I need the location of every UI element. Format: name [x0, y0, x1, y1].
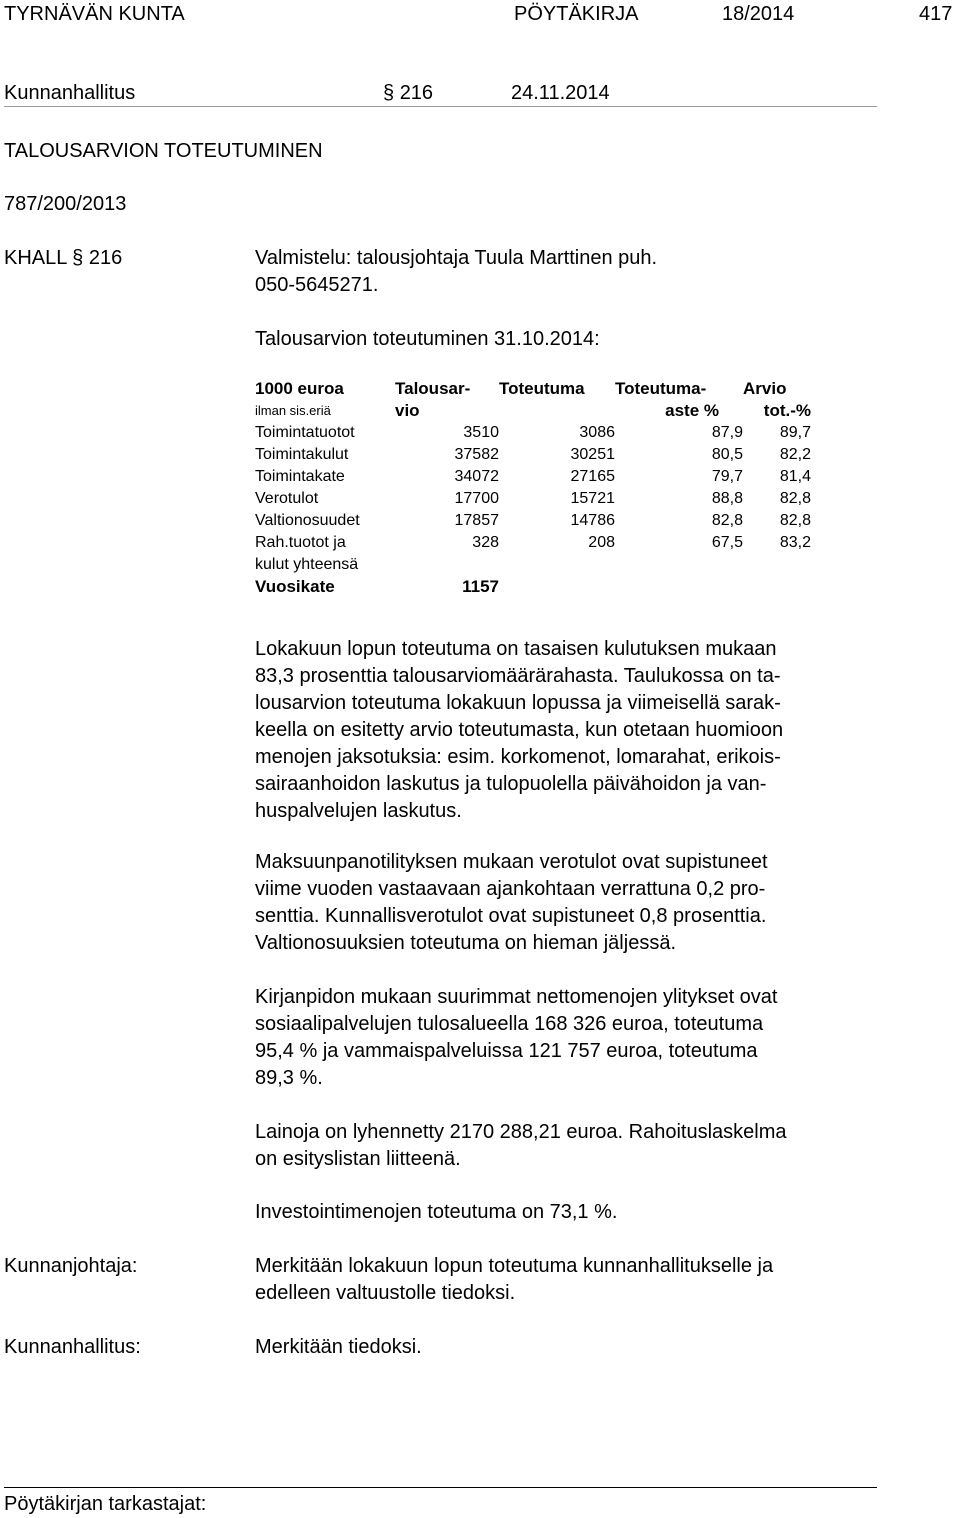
paragraph-line: Investointimenojen toteutuma on 73,1 %. — [255, 1201, 618, 1223]
row-label: kulut yhteensä — [255, 556, 359, 573]
actual-cell: 14786 — [570, 512, 615, 529]
header-cell: 1000 euroa — [255, 379, 344, 398]
rate-cell — [615, 576, 743, 598]
row-label: Toimintakulut — [255, 446, 349, 463]
document-number: 18/2014 — [722, 3, 795, 25]
page-title: TALOUSARVION TOTEUTUMINEN — [4, 140, 323, 162]
header-cell: Toteutuma- — [615, 379, 707, 398]
paragraph-line: Lainoja on lyhennetty 2170 288,21 euroa. Rahoituslaskelma — [255, 1121, 787, 1143]
meeting-date: 24.11.2014 — [511, 82, 610, 104]
budget-cell: 37582 — [454, 446, 499, 463]
table-row — [255, 488, 811, 510]
estimate-cell: 83,2 — [779, 534, 811, 551]
paragraph-line: lousarvion toteutuma lokakuun lopussa ja viimeisellä sarak- — [255, 692, 781, 714]
actual-cell: 208 — [588, 534, 615, 551]
budget-table — [255, 378, 811, 598]
table-row — [255, 510, 811, 532]
row-label: Toimintakate — [255, 468, 345, 485]
rate-cell: 88,8 — [711, 490, 743, 507]
proposal-label: Kunnanjohtaja: — [4, 1255, 138, 1277]
paragraph-investments — [255, 1199, 895, 1226]
table-row — [255, 532, 811, 554]
actual-cell: 30251 — [570, 446, 615, 463]
row-label: Valtionosuudet — [255, 512, 360, 529]
estimate-cell: 82,8 — [779, 490, 811, 507]
row-label: Vuosikate — [255, 577, 335, 596]
budget-cell: 17857 — [454, 512, 499, 529]
decision-text: Merkitään tiedoksi. — [255, 1336, 422, 1358]
table-row — [255, 554, 811, 576]
paragraph-line: senttia. Kunnallisverotulot ovat supistuneet 0,8 prosenttia. — [255, 905, 767, 927]
budget-cell: 17700 — [454, 490, 499, 507]
budget-cell: 34072 — [454, 468, 499, 485]
actual-cell: 3086 — [579, 424, 615, 441]
item-label-section: 216 — [88, 247, 123, 269]
preparation-line-1: Valmistelu: talousjohtaja Tuula Marttinen puh. — [255, 247, 658, 269]
body-name: Kunnanhallitus — [4, 82, 136, 104]
budget-cell: 328 — [472, 534, 499, 551]
document-type: PÖYTÄKIRJA — [514, 3, 639, 25]
actual-cell: 27165 — [570, 468, 615, 485]
paragraph-line: 83,3 prosenttia talousarviomäärärahasta. Taulukossa on ta- — [255, 665, 781, 687]
estimate-cell: 82,8 — [779, 512, 811, 529]
paragraph-line: Lokakuun lopun toteutuma on tasaisen kulutuksen mukaan — [255, 638, 777, 660]
section-value: 216 — [399, 82, 434, 104]
paragraph-line: on esityslistan liitteenä. — [255, 1148, 461, 1170]
table-row — [255, 466, 811, 488]
paragraph-execution — [255, 636, 895, 825]
paragraph-line: Merkitään lokakuun lopun toteutuma kunnanhallitukselle ja — [255, 1255, 774, 1277]
header-cell: Arvio — [743, 379, 787, 398]
preparation-line-2: 050-5645271. — [255, 274, 379, 296]
paragraph-loans — [255, 1119, 895, 1173]
rate-cell: 82,8 — [711, 512, 743, 529]
header-cell: tot.-% — [763, 401, 811, 420]
rate-cell — [615, 554, 743, 576]
rate-cell: 67,5 — [711, 534, 743, 551]
estimate-cell — [743, 576, 811, 598]
actual-cell — [499, 576, 615, 598]
paragraph-line: edelleen valtuustolle tiedoksi. — [255, 1282, 516, 1304]
footer-label: Pöytäkirjan tarkastajat: — [4, 1493, 207, 1515]
header-cell: ilman sis.eriä — [255, 403, 331, 418]
paragraph-line: 95,4 % ja vammaispalveluissa 121 757 euroa, toteutuma — [255, 1040, 758, 1062]
estimate-cell: 89,7 — [779, 424, 811, 441]
budget-cell — [395, 554, 499, 576]
reference-number: 787/200/2013 — [4, 193, 127, 215]
actual-cell: 15721 — [570, 490, 615, 507]
paragraph-tax-revenue — [255, 849, 895, 957]
header-cell — [499, 400, 615, 422]
rate-cell: 87,9 — [711, 424, 743, 441]
table-row — [255, 422, 811, 444]
item-label — [4, 245, 122, 272]
page-number: 417 — [919, 3, 953, 25]
header-cell: vio — [395, 401, 420, 420]
paragraph-line: huspalvelujen laskutus. — [255, 800, 462, 822]
estimate-cell — [743, 554, 811, 576]
paragraph-line: Valtionosuuksien toteutuma on hieman jäljessä. — [255, 932, 676, 954]
paragraph-line: menojen jaksotuksia: esim. korkomenot, lomarahat, erikois- — [255, 746, 781, 768]
table-header-row — [255, 378, 811, 400]
paragraph-line: sosiaalipalvelujen tulosalueella 168 326 euroa, toteutuma — [255, 1013, 764, 1035]
header-cell: Toteutuma — [499, 379, 585, 398]
proposal-text — [255, 1253, 895, 1307]
paragraph-line: Maksuunpanotilityksen mukaan verotulot ovat supistuneet — [255, 851, 768, 873]
header-cell: aste % — [665, 401, 719, 420]
estimate-cell: 82,2 — [779, 446, 811, 463]
item-label-body: KHALL § — [4, 247, 89, 269]
paragraph-line: sairaanhoidon laskutus ja tulopuolella päivähoidon ja van- — [255, 773, 767, 795]
table-subheader-row — [255, 400, 811, 422]
paragraph-line: 89,3 %. — [255, 1067, 323, 1089]
rate-cell: 79,7 — [711, 468, 743, 485]
decision-label: Kunnanhallitus: — [4, 1336, 141, 1358]
municipality-name: TYRNÄVÄN KUNTA — [4, 3, 185, 25]
paragraph-line: viime vuoden vastaavaan ajankohtaan verrattuna 0,2 pro- — [255, 878, 766, 900]
actual-cell — [499, 554, 615, 576]
header-cell: Talousar- — [395, 379, 471, 398]
footer-divider — [4, 1487, 877, 1488]
budget-cell: 3510 — [463, 424, 499, 441]
paragraph-line: keella on esitetty arvio toteutumasta, kun otetaan huomioon — [255, 719, 784, 741]
paragraph-overruns — [255, 984, 895, 1092]
estimate-cell: 81,4 — [779, 468, 811, 485]
row-label: Rah.tuotot ja — [255, 534, 346, 551]
table-row — [255, 444, 811, 466]
table-intro: Talousarvion toteutuminen 31.10.2014: — [255, 328, 600, 350]
row-label: Toimintatuotot — [255, 424, 355, 441]
header-divider — [4, 106, 877, 107]
section-number: § 216 — [383, 82, 434, 104]
paragraph-line: Kirjanpidon mukaan suurimmat nettomenojen ylitykset ovat — [255, 986, 778, 1008]
table-total-row — [255, 576, 811, 598]
rate-cell: 80,5 — [711, 446, 743, 463]
budget-cell: 1157 — [462, 577, 499, 596]
row-label: Verotulot — [255, 490, 319, 507]
